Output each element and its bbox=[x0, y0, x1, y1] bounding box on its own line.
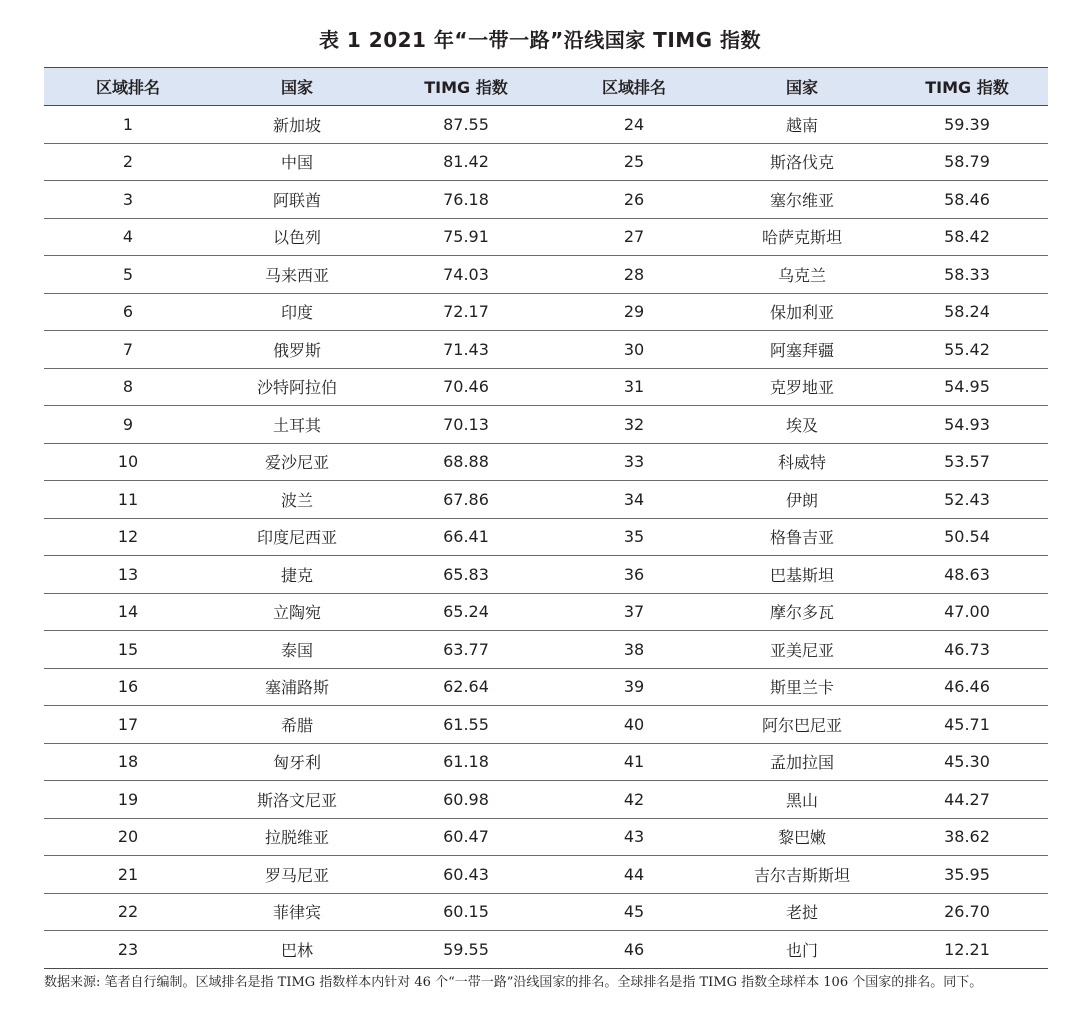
table-row bbox=[44, 256, 1048, 294]
cell-country-right: 黑山 bbox=[718, 781, 886, 819]
cell-score-right: 46.46 bbox=[886, 668, 1048, 706]
cell-rank-left: 14 bbox=[44, 593, 212, 631]
cell-rank-right: 36 bbox=[550, 556, 718, 594]
cell-country-left: 匈牙利 bbox=[212, 743, 382, 781]
cell-rank-right: 33 bbox=[550, 443, 718, 481]
cell-score-right: 35.95 bbox=[886, 856, 1048, 894]
cell-score-right: 53.57 bbox=[886, 443, 1048, 481]
cell-score-left: 81.42 bbox=[382, 143, 550, 181]
cell-rank-left: 17 bbox=[44, 706, 212, 744]
cell-rank-left: 21 bbox=[44, 856, 212, 894]
cell-rank-right: 43 bbox=[550, 818, 718, 856]
header-country-right: 国家 bbox=[718, 68, 886, 106]
cell-country-left: 以色列 bbox=[212, 218, 382, 256]
cell-country-right: 格鲁吉亚 bbox=[718, 518, 886, 556]
table-row bbox=[44, 856, 1048, 894]
cell-score-left: 60.43 bbox=[382, 856, 550, 894]
cell-score-left: 75.91 bbox=[382, 218, 550, 256]
cell-rank-left: 4 bbox=[44, 218, 212, 256]
cell-country-right: 哈萨克斯坦 bbox=[718, 218, 886, 256]
cell-score-left: 71.43 bbox=[382, 331, 550, 369]
table-row bbox=[44, 556, 1048, 594]
cell-rank-right: 31 bbox=[550, 368, 718, 406]
cell-score-left: 60.47 bbox=[382, 818, 550, 856]
cell-rank-right: 40 bbox=[550, 706, 718, 744]
cell-rank-left: 23 bbox=[44, 931, 212, 969]
table-row bbox=[44, 818, 1048, 856]
cell-rank-right: 37 bbox=[550, 593, 718, 631]
cell-country-left: 罗马尼亚 bbox=[212, 856, 382, 894]
cell-score-right: 50.54 bbox=[886, 518, 1048, 556]
cell-rank-right: 38 bbox=[550, 631, 718, 669]
cell-rank-left: 8 bbox=[44, 368, 212, 406]
table-row bbox=[44, 931, 1048, 969]
cell-rank-right: 39 bbox=[550, 668, 718, 706]
table-title: 表 1 2021 年“一带一路”沿线国家 TIMG 指数 bbox=[318, 28, 762, 52]
cell-score-right: 58.79 bbox=[886, 143, 1048, 181]
cell-country-left: 中国 bbox=[212, 143, 382, 181]
table-header-row bbox=[44, 68, 1048, 106]
cell-country-right: 阿塞拜疆 bbox=[718, 331, 886, 369]
cell-country-left: 波兰 bbox=[212, 481, 382, 519]
cell-rank-left: 20 bbox=[44, 818, 212, 856]
cell-country-right: 斯洛伐克 bbox=[718, 143, 886, 181]
cell-country-left: 印度尼西亚 bbox=[212, 518, 382, 556]
cell-country-right: 斯里兰卡 bbox=[718, 668, 886, 706]
header-score-right: TIMG 指数 bbox=[886, 68, 1048, 106]
cell-country-right: 也门 bbox=[718, 931, 886, 969]
cell-score-right: 54.93 bbox=[886, 406, 1048, 444]
cell-rank-left: 7 bbox=[44, 331, 212, 369]
cell-score-left: 87.55 bbox=[382, 106, 550, 144]
cell-rank-left: 5 bbox=[44, 256, 212, 294]
cell-score-right: 45.71 bbox=[886, 706, 1048, 744]
cell-country-right: 黎巴嫩 bbox=[718, 818, 886, 856]
cell-country-left: 巴林 bbox=[212, 931, 382, 969]
table-row bbox=[44, 406, 1048, 444]
cell-country-right: 孟加拉国 bbox=[718, 743, 886, 781]
table-row bbox=[44, 631, 1048, 669]
cell-score-right: 59.39 bbox=[886, 106, 1048, 144]
table-row bbox=[44, 181, 1048, 219]
cell-score-right: 47.00 bbox=[886, 593, 1048, 631]
cell-score-left: 76.18 bbox=[382, 181, 550, 219]
cell-country-right: 摩尔多瓦 bbox=[718, 593, 886, 631]
table-row bbox=[44, 368, 1048, 406]
cell-rank-left: 10 bbox=[44, 443, 212, 481]
cell-country-right: 乌克兰 bbox=[718, 256, 886, 294]
cell-rank-left: 22 bbox=[44, 893, 212, 931]
cell-score-right: 46.73 bbox=[886, 631, 1048, 669]
cell-rank-left: 11 bbox=[44, 481, 212, 519]
cell-country-right: 科威特 bbox=[718, 443, 886, 481]
table-row bbox=[44, 218, 1048, 256]
table-row bbox=[44, 668, 1048, 706]
cell-rank-left: 15 bbox=[44, 631, 212, 669]
cell-score-right: 44.27 bbox=[886, 781, 1048, 819]
table-row bbox=[44, 781, 1048, 819]
cell-country-left: 马来西亚 bbox=[212, 256, 382, 294]
cell-score-left: 65.24 bbox=[382, 593, 550, 631]
cell-score-right: 26.70 bbox=[886, 893, 1048, 931]
cell-score-left: 65.83 bbox=[382, 556, 550, 594]
cell-country-left: 印度 bbox=[212, 293, 382, 331]
cell-score-right: 12.21 bbox=[886, 931, 1048, 969]
cell-score-left: 74.03 bbox=[382, 256, 550, 294]
table-row bbox=[44, 143, 1048, 181]
header-country-left: 国家 bbox=[212, 68, 382, 106]
table-row bbox=[44, 518, 1048, 556]
cell-rank-right: 34 bbox=[550, 481, 718, 519]
timg-index-table bbox=[44, 67, 1048, 969]
table-row bbox=[44, 743, 1048, 781]
cell-score-right: 45.30 bbox=[886, 743, 1048, 781]
cell-rank-right: 29 bbox=[550, 293, 718, 331]
cell-score-right: 54.95 bbox=[886, 368, 1048, 406]
header-score-left: TIMG 指数 bbox=[382, 68, 550, 106]
cell-country-left: 塞浦路斯 bbox=[212, 668, 382, 706]
cell-score-right: 55.42 bbox=[886, 331, 1048, 369]
cell-rank-right: 25 bbox=[550, 143, 718, 181]
cell-score-left: 70.13 bbox=[382, 406, 550, 444]
cell-country-left: 立陶宛 bbox=[212, 593, 382, 631]
cell-country-right: 塞尔维亚 bbox=[718, 181, 886, 219]
cell-country-left: 俄罗斯 bbox=[212, 331, 382, 369]
cell-rank-right: 28 bbox=[550, 256, 718, 294]
table-row bbox=[44, 893, 1048, 931]
cell-rank-right: 27 bbox=[550, 218, 718, 256]
cell-rank-right: 32 bbox=[550, 406, 718, 444]
table-row bbox=[44, 331, 1048, 369]
cell-score-left: 68.88 bbox=[382, 443, 550, 481]
cell-rank-left: 16 bbox=[44, 668, 212, 706]
cell-rank-right: 30 bbox=[550, 331, 718, 369]
table-row bbox=[44, 481, 1048, 519]
cell-country-right: 巴基斯坦 bbox=[718, 556, 886, 594]
cell-rank-left: 1 bbox=[44, 106, 212, 144]
cell-country-left: 拉脱维亚 bbox=[212, 818, 382, 856]
cell-rank-left: 13 bbox=[44, 556, 212, 594]
table-row bbox=[44, 706, 1048, 744]
cell-rank-right: 26 bbox=[550, 181, 718, 219]
cell-score-left: 59.55 bbox=[382, 931, 550, 969]
cell-rank-right: 46 bbox=[550, 931, 718, 969]
cell-country-left: 爱沙尼亚 bbox=[212, 443, 382, 481]
cell-rank-right: 41 bbox=[550, 743, 718, 781]
cell-score-left: 66.41 bbox=[382, 518, 550, 556]
table-row bbox=[44, 106, 1048, 144]
cell-country-left: 泰国 bbox=[212, 631, 382, 669]
cell-rank-left: 2 bbox=[44, 143, 212, 181]
cell-country-left: 沙特阿拉伯 bbox=[212, 368, 382, 406]
cell-rank-left: 9 bbox=[44, 406, 212, 444]
cell-country-right: 越南 bbox=[718, 106, 886, 144]
cell-country-right: 阿尔巴尼亚 bbox=[718, 706, 886, 744]
cell-score-left: 72.17 bbox=[382, 293, 550, 331]
header-rank-right: 区域排名 bbox=[550, 68, 718, 106]
cell-country-right: 克罗地亚 bbox=[718, 368, 886, 406]
cell-country-right: 吉尔吉斯斯坦 bbox=[718, 856, 886, 894]
cell-rank-left: 18 bbox=[44, 743, 212, 781]
cell-score-left: 61.55 bbox=[382, 706, 550, 744]
cell-score-right: 58.46 bbox=[886, 181, 1048, 219]
table-row bbox=[44, 293, 1048, 331]
cell-country-right: 亚美尼亚 bbox=[718, 631, 886, 669]
cell-score-right: 58.24 bbox=[886, 293, 1048, 331]
cell-rank-left: 6 bbox=[44, 293, 212, 331]
cell-score-left: 61.18 bbox=[382, 743, 550, 781]
cell-score-left: 63.77 bbox=[382, 631, 550, 669]
source-note: 数据来源: 笔者自行编制。区域排名是指 TIMG 指数样本内针对 46 个“一带一路”沿线国家的排名。全球排名是指 TIMG 指数全球样本 106 个国家的排名。同下。 bbox=[44, 975, 983, 990]
cell-rank-left: 3 bbox=[44, 181, 212, 219]
cell-country-right: 老挝 bbox=[718, 893, 886, 931]
cell-country-right: 伊朗 bbox=[718, 481, 886, 519]
cell-score-left: 70.46 bbox=[382, 368, 550, 406]
cell-country-left: 土耳其 bbox=[212, 406, 382, 444]
cell-score-left: 67.86 bbox=[382, 481, 550, 519]
cell-country-left: 捷克 bbox=[212, 556, 382, 594]
cell-country-left: 斯洛文尼亚 bbox=[212, 781, 382, 819]
table-row bbox=[44, 593, 1048, 631]
cell-score-right: 52.43 bbox=[886, 481, 1048, 519]
cell-score-right: 48.63 bbox=[886, 556, 1048, 594]
cell-score-right: 58.42 bbox=[886, 218, 1048, 256]
table-row bbox=[44, 443, 1048, 481]
cell-rank-left: 19 bbox=[44, 781, 212, 819]
cell-country-left: 希腊 bbox=[212, 706, 382, 744]
cell-score-left: 60.15 bbox=[382, 893, 550, 931]
table-body bbox=[44, 106, 1048, 969]
cell-country-left: 新加坡 bbox=[212, 106, 382, 144]
cell-score-right: 38.62 bbox=[886, 818, 1048, 856]
cell-score-left: 60.98 bbox=[382, 781, 550, 819]
cell-rank-right: 35 bbox=[550, 518, 718, 556]
cell-rank-right: 45 bbox=[550, 893, 718, 931]
cell-rank-left: 12 bbox=[44, 518, 212, 556]
cell-score-left: 62.64 bbox=[382, 668, 550, 706]
cell-rank-right: 42 bbox=[550, 781, 718, 819]
cell-country-right: 埃及 bbox=[718, 406, 886, 444]
cell-country-left: 菲律宾 bbox=[212, 893, 382, 931]
cell-country-left: 阿联酋 bbox=[212, 181, 382, 219]
cell-country-right: 保加利亚 bbox=[718, 293, 886, 331]
cell-score-right: 58.33 bbox=[886, 256, 1048, 294]
cell-rank-right: 24 bbox=[550, 106, 718, 144]
header-rank-left: 区域排名 bbox=[44, 68, 212, 106]
cell-rank-right: 44 bbox=[550, 856, 718, 894]
